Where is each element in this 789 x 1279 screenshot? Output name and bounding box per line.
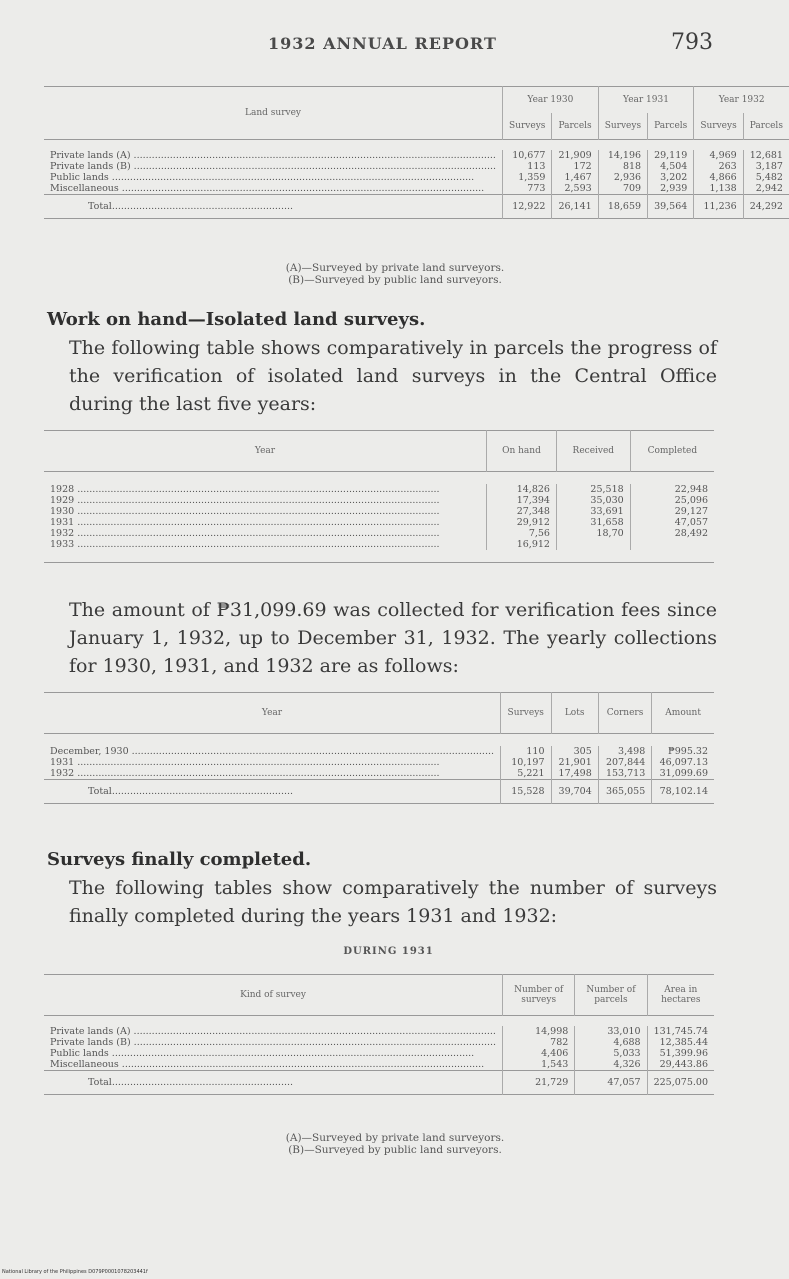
table-footnote xyxy=(200,1132,590,1156)
table-cell: 1,543 xyxy=(503,1059,575,1071)
table-row xyxy=(44,161,789,172)
total-label: Total............................................................ xyxy=(88,786,294,797)
total-label: Total............................................................ xyxy=(88,201,294,212)
sub-header: Surveys xyxy=(694,113,743,140)
sub-header: Surveys xyxy=(598,113,647,140)
col-header-year: Year xyxy=(261,708,283,718)
total-cell: 78,102.14 xyxy=(652,780,714,804)
table-footnote xyxy=(200,262,590,286)
table-cell: 14,826 xyxy=(487,484,557,495)
col-header-on-hand: On hand xyxy=(487,431,557,472)
total-row xyxy=(44,195,789,219)
table-cell: 17,498 xyxy=(551,768,598,780)
total-label: Total............................................................ xyxy=(88,1077,294,1088)
table-row xyxy=(44,528,714,539)
row-label: Miscellaneous ........................................................................................................................ xyxy=(50,183,485,194)
footnote-a: (A)—Surveyed by private land surveyors. xyxy=(285,262,505,274)
row-label: Public lands ........................................................................................................................ xyxy=(50,1048,475,1059)
col-header-land-survey: Land survey xyxy=(245,108,302,118)
table-cell: 113 xyxy=(503,161,552,172)
total-cell: 15,528 xyxy=(501,780,552,804)
page-header xyxy=(0,30,777,58)
paragraph-text: The amount of ₱31,099.69 was collected for verification fees since January 1, 1932, up to December 31, 1932. The yearly collections for 1930, 1931, and 1932 are as follows: xyxy=(69,599,717,677)
total-cell: 24,292 xyxy=(743,195,789,219)
total-cell: 39,704 xyxy=(551,780,598,804)
table-cell xyxy=(556,539,630,550)
table-row xyxy=(44,757,714,768)
table-cell: 21,901 xyxy=(551,757,598,768)
table-cell: 5,033 xyxy=(575,1048,647,1059)
total-cell: 26,141 xyxy=(552,195,598,219)
table-cell: 25,096 xyxy=(630,495,714,506)
table-cell: 153,713 xyxy=(598,768,651,780)
table-cell: 31,099.69 xyxy=(652,768,714,780)
table-cell: 22,948 xyxy=(630,484,714,495)
table-cell: 4,688 xyxy=(575,1037,647,1048)
table-row xyxy=(44,495,714,506)
table-cell: ₱995.32 xyxy=(652,746,714,757)
page-number: 793 xyxy=(671,30,713,55)
table-cell: 47,057 xyxy=(630,517,714,528)
table-row xyxy=(44,539,714,550)
col-header-received: Received xyxy=(556,431,630,472)
row-label: 1931 ........................................................................................................................ xyxy=(50,517,440,528)
table-row xyxy=(44,150,789,161)
table-cell: 17,394 xyxy=(487,495,557,506)
table-cell: 773 xyxy=(503,183,552,195)
table-row xyxy=(44,506,714,517)
table-cell: 4,504 xyxy=(648,161,694,172)
table-cell: 27,348 xyxy=(487,506,557,517)
table-cell: 4,406 xyxy=(503,1048,575,1059)
table-row xyxy=(44,183,789,195)
row-label: 1929 ........................................................................................................................ xyxy=(50,495,440,506)
table-cell: 14,998 xyxy=(503,1026,575,1037)
table-cell: 29,127 xyxy=(630,506,714,517)
table-row xyxy=(44,172,789,183)
table-cell: 29,119 xyxy=(648,150,694,161)
table-row xyxy=(44,746,714,757)
table-cell: 18,70 xyxy=(556,528,630,539)
table-cell: 12,385.44 xyxy=(647,1037,714,1048)
table-cell: 1,467 xyxy=(552,172,598,183)
section-heading-work-on-hand: Work on hand—Isolated land surveys. xyxy=(47,309,426,330)
table-cell: 3,498 xyxy=(598,746,651,757)
table-cell: 4,969 xyxy=(694,150,743,161)
work-on-hand-table xyxy=(44,430,714,563)
col-header-kind-of-survey: Kind of survey xyxy=(240,990,306,1000)
surveys-completed-1931-table xyxy=(44,974,714,1095)
table-cell: 16,912 xyxy=(487,539,557,550)
table-cell: 46,097.13 xyxy=(652,757,714,768)
table-cell: 207,844 xyxy=(598,757,651,768)
footnote-b: (B)—Surveyed by public land surveyors. xyxy=(288,274,502,286)
table-cell: 3,202 xyxy=(648,172,694,183)
total-cell: 11,236 xyxy=(694,195,743,219)
total-cell: 21,729 xyxy=(503,1071,575,1095)
report-title: 1932 ANNUAL REPORT xyxy=(268,34,497,53)
table-cell xyxy=(630,539,714,550)
table-cell: 305 xyxy=(551,746,598,757)
table-cell: 10,197 xyxy=(501,757,552,768)
row-label: Private lands (B) ........................................................................................................................ xyxy=(50,161,497,172)
table-cell: 35,030 xyxy=(556,495,630,506)
table-cell: 4,866 xyxy=(694,172,743,183)
table-cell: 14,196 xyxy=(598,150,647,161)
col-header-completed: Completed xyxy=(630,431,714,472)
table-cell: 25,518 xyxy=(556,484,630,495)
table-row xyxy=(44,1037,714,1048)
col-header-year-1932: Year 1932 xyxy=(694,87,789,114)
sub-header: Surveys xyxy=(503,113,552,140)
table-cell: 782 xyxy=(503,1037,575,1048)
col-header-surveys: Surveys xyxy=(501,693,552,734)
table-cell: 818 xyxy=(598,161,647,172)
table-cell: 10,677 xyxy=(503,150,552,161)
table-cell: 2,593 xyxy=(552,183,598,195)
row-label: Miscellaneous ........................................................................................................................ xyxy=(50,1059,485,1070)
total-cell: 365,055 xyxy=(598,780,651,804)
table-cell: 1,138 xyxy=(694,183,743,195)
col-header-year-1930: Year 1930 xyxy=(503,87,599,114)
table-cell: 172 xyxy=(552,161,598,172)
col-header-year-1931: Year 1931 xyxy=(598,87,694,114)
total-row xyxy=(44,1071,714,1095)
table-cell: 709 xyxy=(598,183,647,195)
row-label: Public lands ........................................................................................................................ xyxy=(50,172,475,183)
table-cell: 33,691 xyxy=(556,506,630,517)
sub-header: Parcels xyxy=(552,113,598,140)
col-header-amount: Amount xyxy=(652,693,714,734)
total-cell: 18,659 xyxy=(598,195,647,219)
table-cell: 28,492 xyxy=(630,528,714,539)
table-cell: 5,221 xyxy=(501,768,552,780)
row-label: Private lands (A) ........................................................................................................................ xyxy=(50,1026,496,1037)
paragraph-text: The following tables show comparatively the number of surveys finally completed during the years 1931 and 1932: xyxy=(69,877,717,927)
footnote-a: (A)—Surveyed by private land surveyors. xyxy=(285,1132,505,1144)
total-cell: 47,057 xyxy=(575,1071,647,1095)
table-row xyxy=(44,1026,714,1037)
row-label: 1931 ........................................................................................................................ xyxy=(50,757,440,768)
table-cell: 12,681 xyxy=(743,150,789,161)
table-row xyxy=(44,484,714,495)
section-paragraph xyxy=(47,596,717,680)
col-header-area-in-hectares: Area in hectares xyxy=(647,975,714,1016)
table-cell: 7,56 xyxy=(487,528,557,539)
col-header-year: Year xyxy=(254,446,276,456)
col-header-number-of-surveys: Number of surveys xyxy=(503,975,575,1016)
table-cell: 3,187 xyxy=(743,161,789,172)
table-cell: 1,359 xyxy=(503,172,552,183)
section-paragraph xyxy=(47,874,717,930)
table-cell: 21,909 xyxy=(552,150,598,161)
row-label: 1930 ........................................................................................................................ xyxy=(50,506,440,517)
scan-footer: National Library of the Philippines D079P0001078203441f xyxy=(2,1269,148,1275)
row-label: 1932 ........................................................................................................................ xyxy=(50,768,440,779)
table-row xyxy=(44,1059,714,1071)
total-cell: 39,564 xyxy=(648,195,694,219)
table-cell: 29,443.86 xyxy=(647,1059,714,1071)
col-header-lots: Lots xyxy=(551,693,598,734)
table-cell: 2,942 xyxy=(743,183,789,195)
paragraph-text: The following table shows comparatively in parcels the progress of the verification of isolated land surveys in the Central Office during the last five years: xyxy=(69,337,717,415)
table-cell: 131,745.74 xyxy=(647,1026,714,1037)
table-cell: 2,939 xyxy=(648,183,694,195)
row-label: December, 1930 ........................................................................................................................ xyxy=(50,746,494,757)
table-cell: 51,399.96 xyxy=(647,1048,714,1059)
land-survey-table xyxy=(44,86,789,219)
table-cell: 33,010 xyxy=(575,1026,647,1037)
row-label: 1932 ........................................................................................................................ xyxy=(50,528,440,539)
total-row xyxy=(44,780,714,804)
table-cell: 29,912 xyxy=(487,517,557,528)
row-label: Private lands (A) ........................................................................................................................ xyxy=(50,150,496,161)
table-cell: 4,326 xyxy=(575,1059,647,1071)
section-paragraph xyxy=(47,334,717,418)
table-cell: 5,482 xyxy=(743,172,789,183)
table-cell: 263 xyxy=(694,161,743,172)
row-label: 1928 ........................................................................................................................ xyxy=(50,484,440,495)
sub-header: Parcels xyxy=(743,113,789,140)
table-row xyxy=(44,1048,714,1059)
col-header-number-of-parcels: Number of parcels xyxy=(575,975,647,1016)
footnote-b: (B)—Surveyed by public land surveyors. xyxy=(288,1144,502,1156)
sub-header: Parcels xyxy=(648,113,694,140)
table-cell: 31,658 xyxy=(556,517,630,528)
table-row xyxy=(44,768,714,780)
total-cell: 12,922 xyxy=(503,195,552,219)
table-cell: 2,936 xyxy=(598,172,647,183)
table-row xyxy=(44,517,714,528)
section-heading-surveys-finally-completed: Surveys finally completed. xyxy=(47,849,312,870)
table-caption: DURING 1931 xyxy=(343,946,434,957)
row-label: 1933 ........................................................................................................................ xyxy=(50,539,440,550)
verification-fees-table xyxy=(44,692,714,804)
col-header-corners: Corners xyxy=(598,693,651,734)
table-cell: 110 xyxy=(501,746,552,757)
row-label: Private lands (B) ........................................................................................................................ xyxy=(50,1037,497,1048)
total-cell: 225,075.00 xyxy=(647,1071,714,1095)
